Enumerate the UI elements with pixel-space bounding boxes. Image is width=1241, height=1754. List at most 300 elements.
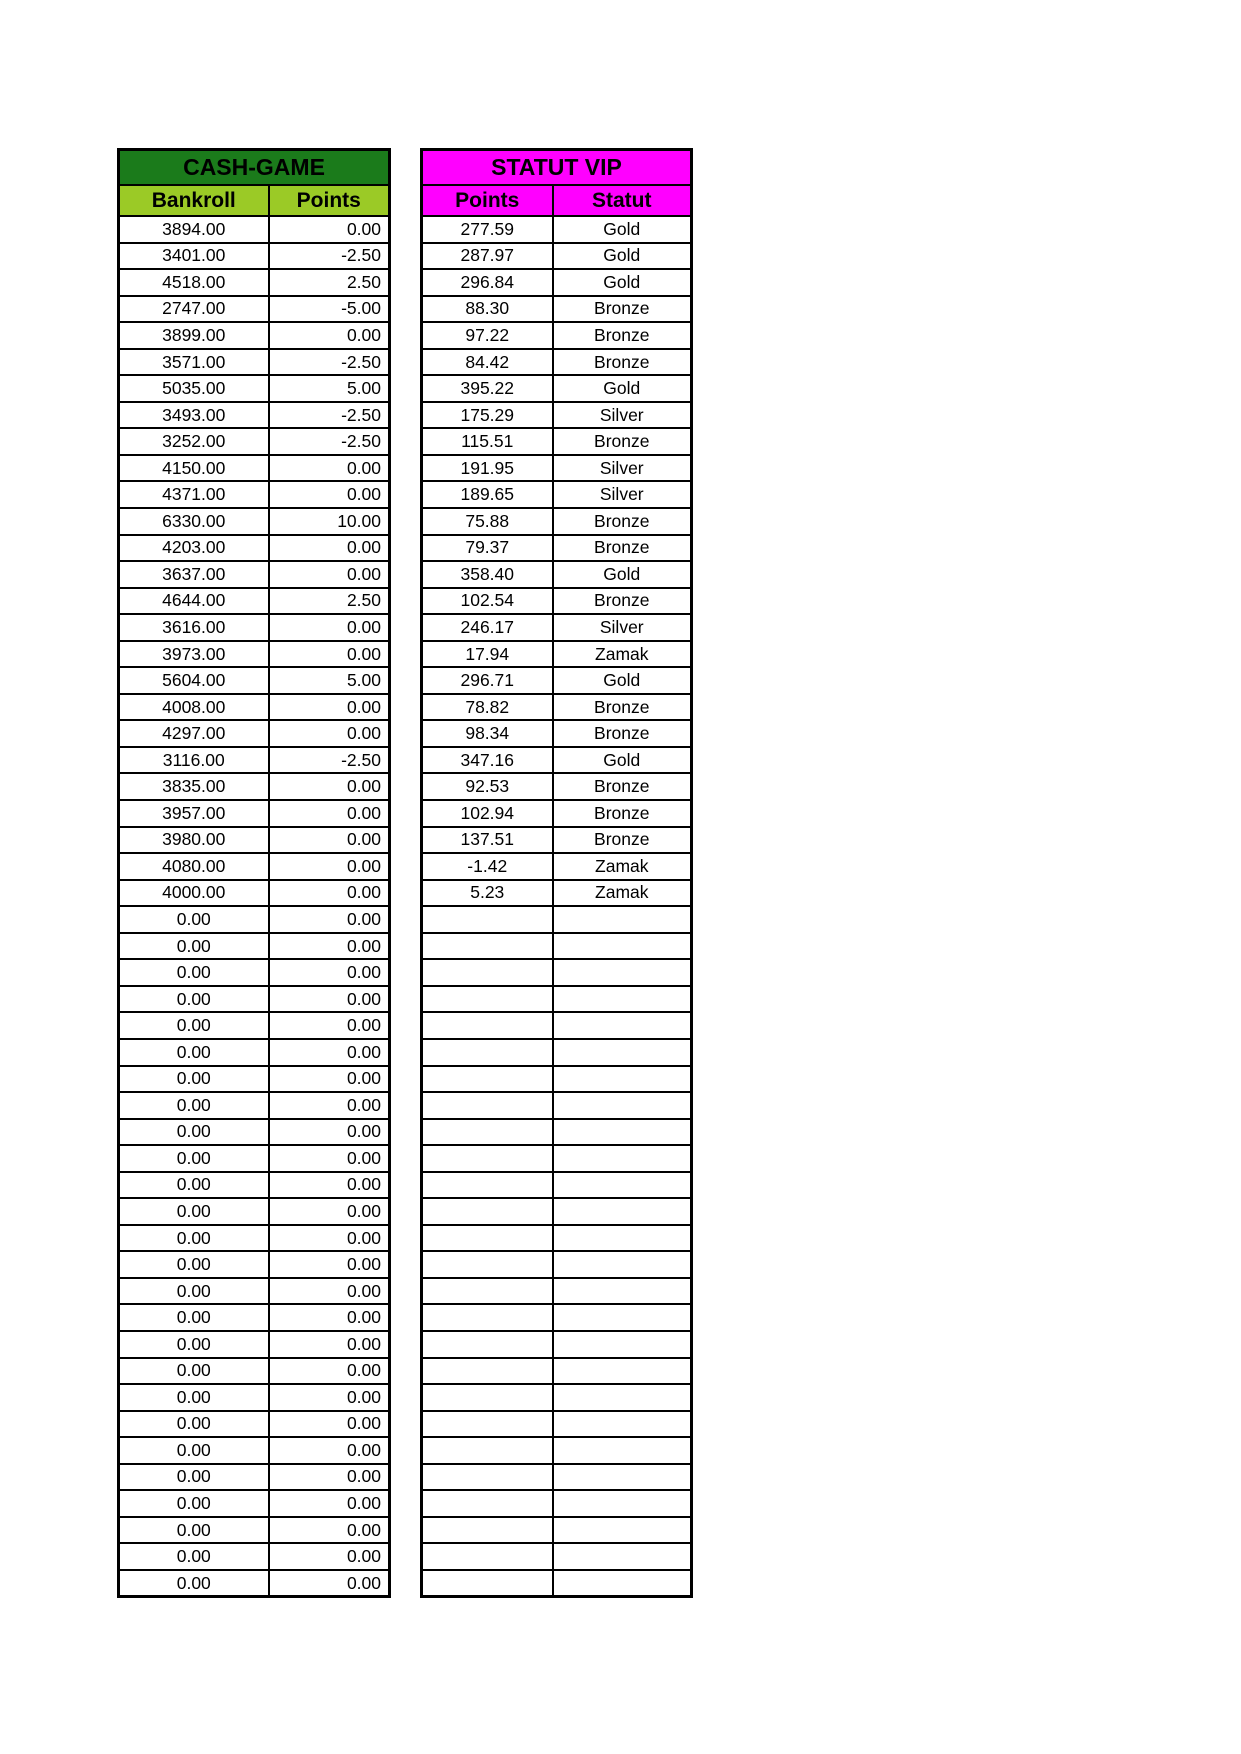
- table-row: [422, 322, 692, 349]
- points-cell: 191.95: [422, 455, 553, 482]
- bankroll-cell: 2747.00: [119, 296, 269, 323]
- points-cell: 78.82: [422, 694, 553, 721]
- bankroll-cell: 4000.00: [119, 880, 269, 907]
- cash-game-title-row: [119, 150, 390, 186]
- cash-game-title: CASH-GAME: [119, 150, 390, 186]
- statut-cell: Bronze: [553, 694, 692, 721]
- bankroll-cell: 0.00: [119, 1172, 269, 1199]
- table-row: [422, 1543, 692, 1570]
- table-row: [119, 986, 390, 1013]
- statut-cell: Gold: [553, 243, 692, 270]
- statut-cell: Bronze: [553, 827, 692, 854]
- points-cell: 0.00: [269, 1570, 390, 1597]
- bankroll-cell: 0.00: [119, 1198, 269, 1225]
- points-cell: 0.00: [269, 720, 390, 747]
- points-cell: [422, 1464, 553, 1491]
- table-row: [422, 1278, 692, 1305]
- table-row: [119, 1066, 390, 1093]
- points-cell: [422, 1039, 553, 1066]
- points-cell: 0.00: [269, 1198, 390, 1225]
- points-cell: [422, 1172, 553, 1199]
- table-row: [119, 1304, 390, 1331]
- bankroll-cell: 6330.00: [119, 508, 269, 535]
- table-row: [422, 1437, 692, 1464]
- points-cell: 137.51: [422, 827, 553, 854]
- points-cell: 0.00: [269, 986, 390, 1013]
- bankroll-cell: 0.00: [119, 1358, 269, 1385]
- points-cell: 246.17: [422, 614, 553, 641]
- points-cell: [422, 1198, 553, 1225]
- table-row: [119, 1517, 390, 1544]
- table-row: [119, 1092, 390, 1119]
- table-row: [119, 1411, 390, 1438]
- points-cell: 10.00: [269, 508, 390, 535]
- table-row: [422, 1012, 692, 1039]
- bankroll-cell: 3616.00: [119, 614, 269, 641]
- bankroll-cell: 0.00: [119, 1039, 269, 1066]
- points-cell: 0.00: [269, 694, 390, 721]
- table-row: [422, 1066, 692, 1093]
- points-cell: 0.00: [269, 1119, 390, 1146]
- statut-vip-col-statut: Statut: [553, 185, 692, 216]
- points-cell: 0.00: [269, 1251, 390, 1278]
- points-cell: 0.00: [269, 1304, 390, 1331]
- table-row: [422, 1198, 692, 1225]
- bankroll-cell: 0.00: [119, 1251, 269, 1278]
- bankroll-cell: 0.00: [119, 1225, 269, 1252]
- statut-cell: Bronze: [553, 720, 692, 747]
- table-row: [422, 773, 692, 800]
- table-row: [119, 1384, 390, 1411]
- table-row: [422, 1304, 692, 1331]
- statut-cell: Gold: [553, 269, 692, 296]
- points-cell: 2.50: [269, 588, 390, 615]
- statut-cell: [553, 1119, 692, 1146]
- points-cell: 0.00: [269, 1490, 390, 1517]
- points-cell: 2.50: [269, 269, 390, 296]
- points-cell: [422, 1384, 553, 1411]
- table-row: [119, 1251, 390, 1278]
- bankroll-cell: 3116.00: [119, 747, 269, 774]
- table-row: [422, 1119, 692, 1146]
- points-cell: 0.00: [269, 773, 390, 800]
- statut-cell: [553, 933, 692, 960]
- points-cell: -2.50: [269, 243, 390, 270]
- points-cell: 97.22: [422, 322, 553, 349]
- table-row: [422, 800, 692, 827]
- table-row: [422, 216, 692, 243]
- points-cell: [422, 1490, 553, 1517]
- table-row: [422, 641, 692, 668]
- bankroll-cell: 3401.00: [119, 243, 269, 270]
- points-cell: [422, 1092, 553, 1119]
- bankroll-cell: 0.00: [119, 1331, 269, 1358]
- statut-vip-header-row: [422, 185, 692, 216]
- points-cell: 0.00: [269, 959, 390, 986]
- points-cell: 102.94: [422, 800, 553, 827]
- table-row: [119, 959, 390, 986]
- bankroll-cell: 3899.00: [119, 322, 269, 349]
- bankroll-cell: 3894.00: [119, 216, 269, 243]
- points-cell: 0.00: [269, 561, 390, 588]
- table-row: [119, 216, 390, 243]
- table-row: [119, 667, 390, 694]
- points-cell: -2.50: [269, 402, 390, 429]
- table-row: [119, 694, 390, 721]
- points-cell: -5.00: [269, 296, 390, 323]
- table-row: [422, 1358, 692, 1385]
- table-row: [119, 428, 390, 455]
- bankroll-cell: 0.00: [119, 1464, 269, 1491]
- table-row: [422, 747, 692, 774]
- table-row: [119, 481, 390, 508]
- bankroll-cell: 0.00: [119, 1145, 269, 1172]
- table-row: [422, 1172, 692, 1199]
- table-row: [422, 1039, 692, 1066]
- table-row: [119, 322, 390, 349]
- points-cell: [422, 1570, 553, 1597]
- points-cell: [422, 1278, 553, 1305]
- table-row: [422, 959, 692, 986]
- points-cell: -1.42: [422, 853, 553, 880]
- statut-cell: Zamak: [553, 641, 692, 668]
- points-cell: 0.00: [269, 1092, 390, 1119]
- table-row: [422, 1225, 692, 1252]
- statut-cell: Silver: [553, 614, 692, 641]
- table-row: [422, 1490, 692, 1517]
- bankroll-cell: 4371.00: [119, 481, 269, 508]
- points-cell: 0.00: [269, 800, 390, 827]
- points-cell: 98.34: [422, 720, 553, 747]
- statut-cell: Zamak: [553, 880, 692, 907]
- statut-cell: Bronze: [553, 800, 692, 827]
- bankroll-cell: 3252.00: [119, 428, 269, 455]
- statut-cell: [553, 1172, 692, 1199]
- table-row: [119, 349, 390, 376]
- points-cell: [422, 986, 553, 1013]
- points-cell: 0.00: [269, 1145, 390, 1172]
- table-row: [119, 1464, 390, 1491]
- statut-vip-title-row: [422, 150, 692, 186]
- table-row: [422, 827, 692, 854]
- points-cell: 0.00: [269, 1039, 390, 1066]
- statut-cell: [553, 1092, 692, 1119]
- table-row: [119, 1570, 390, 1597]
- statut-cell: [553, 1490, 692, 1517]
- points-cell: 277.59: [422, 216, 553, 243]
- table-row: [119, 561, 390, 588]
- bankroll-cell: 0.00: [119, 1384, 269, 1411]
- table-row: [422, 535, 692, 562]
- points-cell: 347.16: [422, 747, 553, 774]
- points-cell: 92.53: [422, 773, 553, 800]
- points-cell: [422, 1012, 553, 1039]
- points-cell: 79.37: [422, 535, 553, 562]
- table-row: [422, 1517, 692, 1544]
- points-cell: [422, 1543, 553, 1570]
- points-cell: 0.00: [269, 641, 390, 668]
- table-row: [422, 428, 692, 455]
- bankroll-cell: 0.00: [119, 1411, 269, 1438]
- table-row: [422, 906, 692, 933]
- bankroll-cell: 3957.00: [119, 800, 269, 827]
- table-row: [119, 508, 390, 535]
- table-row: [119, 614, 390, 641]
- table-row: [422, 481, 692, 508]
- table-row: [119, 296, 390, 323]
- points-cell: [422, 1411, 553, 1438]
- table-row: [119, 269, 390, 296]
- points-cell: 88.30: [422, 296, 553, 323]
- statut-cell: [553, 1039, 692, 1066]
- statut-cell: Gold: [553, 747, 692, 774]
- table-row: [119, 1278, 390, 1305]
- points-cell: 0.00: [269, 853, 390, 880]
- points-cell: [422, 1304, 553, 1331]
- table-row: [422, 933, 692, 960]
- statut-cell: [553, 906, 692, 933]
- statut-cell: Bronze: [553, 296, 692, 323]
- points-cell: 0.00: [269, 1517, 390, 1544]
- cash-game-col-points: Points: [269, 185, 390, 216]
- statut-cell: Silver: [553, 481, 692, 508]
- bankroll-cell: 0.00: [119, 1304, 269, 1331]
- points-cell: 102.54: [422, 588, 553, 615]
- bankroll-cell: 3637.00: [119, 561, 269, 588]
- table-row: [119, 1543, 390, 1570]
- table-row: [119, 1358, 390, 1385]
- statut-cell: [553, 1384, 692, 1411]
- bankroll-cell: 4518.00: [119, 269, 269, 296]
- points-cell: 0.00: [269, 535, 390, 562]
- table-row: [119, 827, 390, 854]
- points-cell: 0.00: [269, 1225, 390, 1252]
- table-row: [119, 1172, 390, 1199]
- table-row: [422, 667, 692, 694]
- points-cell: 0.00: [269, 933, 390, 960]
- points-cell: 0.00: [269, 1331, 390, 1358]
- bankroll-cell: 0.00: [119, 1278, 269, 1305]
- statut-cell: [553, 1304, 692, 1331]
- bankroll-cell: 0.00: [119, 1570, 269, 1597]
- cash-game-col-bankroll: Bankroll: [119, 185, 269, 216]
- bankroll-cell: 3571.00: [119, 349, 269, 376]
- table-row: [119, 1225, 390, 1252]
- bankroll-cell: 0.00: [119, 986, 269, 1013]
- bankroll-cell: 0.00: [119, 1517, 269, 1544]
- points-cell: 5.00: [269, 667, 390, 694]
- statut-cell: Bronze: [553, 322, 692, 349]
- bankroll-cell: 0.00: [119, 1119, 269, 1146]
- statut-cell: Bronze: [553, 508, 692, 535]
- points-cell: 358.40: [422, 561, 553, 588]
- statut-cell: [553, 1358, 692, 1385]
- statut-cell: [553, 959, 692, 986]
- points-cell: [422, 1358, 553, 1385]
- points-cell: 0.00: [269, 1464, 390, 1491]
- points-cell: 0.00: [269, 322, 390, 349]
- bankroll-cell: 0.00: [119, 1012, 269, 1039]
- statut-cell: Bronze: [553, 588, 692, 615]
- table-row: [422, 1384, 692, 1411]
- table-row: [119, 1437, 390, 1464]
- bankroll-cell: 3973.00: [119, 641, 269, 668]
- table-row: [422, 561, 692, 588]
- cash-game-body: [119, 216, 390, 1597]
- statut-cell: [553, 1411, 692, 1438]
- bankroll-cell: 0.00: [119, 933, 269, 960]
- points-cell: 395.22: [422, 375, 553, 402]
- statut-cell: [553, 1570, 692, 1597]
- points-cell: [422, 959, 553, 986]
- statut-cell: [553, 1145, 692, 1172]
- points-cell: 115.51: [422, 428, 553, 455]
- table-row: [119, 800, 390, 827]
- table-row: [119, 375, 390, 402]
- points-cell: -2.50: [269, 428, 390, 455]
- points-cell: 0.00: [269, 614, 390, 641]
- points-cell: [422, 906, 553, 933]
- points-cell: 0.00: [269, 1543, 390, 1570]
- statut-cell: Silver: [553, 402, 692, 429]
- table-row: [422, 694, 692, 721]
- table-row: [422, 986, 692, 1013]
- points-cell: 296.84: [422, 269, 553, 296]
- points-cell: -2.50: [269, 747, 390, 774]
- points-cell: 5.00: [269, 375, 390, 402]
- points-cell: 0.00: [269, 906, 390, 933]
- points-cell: [422, 1251, 553, 1278]
- table-row: [422, 1464, 692, 1491]
- bankroll-cell: 0.00: [119, 1490, 269, 1517]
- statut-cell: Bronze: [553, 428, 692, 455]
- statut-cell: Gold: [553, 375, 692, 402]
- points-cell: 84.42: [422, 349, 553, 376]
- statut-cell: [553, 1251, 692, 1278]
- statut-cell: Gold: [553, 561, 692, 588]
- table-row: [422, 296, 692, 323]
- table-row: [422, 375, 692, 402]
- points-cell: 75.88: [422, 508, 553, 535]
- points-cell: 0.00: [269, 827, 390, 854]
- table-row: [422, 588, 692, 615]
- table-row: [119, 1012, 390, 1039]
- table-row: [119, 747, 390, 774]
- statut-vip-col-points: Points: [422, 185, 553, 216]
- statut-vip-body: [422, 216, 692, 1597]
- points-cell: [422, 1437, 553, 1464]
- statut-cell: [553, 1464, 692, 1491]
- table-row: [119, 906, 390, 933]
- statut-cell: [553, 1012, 692, 1039]
- table-row: [422, 1570, 692, 1597]
- statut-cell: Bronze: [553, 535, 692, 562]
- table-row: [119, 1119, 390, 1146]
- points-cell: 175.29: [422, 402, 553, 429]
- points-cell: -2.50: [269, 349, 390, 376]
- table-row: [119, 933, 390, 960]
- points-cell: 0.00: [269, 1437, 390, 1464]
- table-row: [119, 1039, 390, 1066]
- table-row: [119, 773, 390, 800]
- table-row: [119, 535, 390, 562]
- points-cell: [422, 1119, 553, 1146]
- bankroll-cell: 0.00: [119, 959, 269, 986]
- table-row: [119, 1145, 390, 1172]
- points-cell: 0.00: [269, 216, 390, 243]
- statut-cell: Bronze: [553, 349, 692, 376]
- table-row: [422, 614, 692, 641]
- points-cell: 5.23: [422, 880, 553, 907]
- points-cell: 17.94: [422, 641, 553, 668]
- table-row: [422, 349, 692, 376]
- points-cell: 0.00: [269, 1066, 390, 1093]
- bankroll-cell: 0.00: [119, 906, 269, 933]
- table-row: [119, 402, 390, 429]
- table-row: [119, 1198, 390, 1225]
- points-cell: [422, 1331, 553, 1358]
- table-row: [119, 243, 390, 270]
- bankroll-cell: 3493.00: [119, 402, 269, 429]
- table-row: [422, 720, 692, 747]
- table-row: [422, 1145, 692, 1172]
- points-cell: 287.97: [422, 243, 553, 270]
- points-cell: [422, 1145, 553, 1172]
- points-cell: 0.00: [269, 455, 390, 482]
- statut-cell: [553, 1517, 692, 1544]
- bankroll-cell: 0.00: [119, 1066, 269, 1093]
- bankroll-cell: 4150.00: [119, 455, 269, 482]
- bankroll-cell: 0.00: [119, 1092, 269, 1119]
- points-cell: 0.00: [269, 1278, 390, 1305]
- statut-cell: Bronze: [553, 773, 692, 800]
- bankroll-cell: 3980.00: [119, 827, 269, 854]
- table-row: [422, 269, 692, 296]
- bankroll-cell: 5604.00: [119, 667, 269, 694]
- points-cell: [422, 1225, 553, 1252]
- table-row: [119, 880, 390, 907]
- table-row: [422, 1251, 692, 1278]
- points-cell: [422, 933, 553, 960]
- bankroll-cell: 4008.00: [119, 694, 269, 721]
- statut-cell: [553, 1198, 692, 1225]
- points-cell: 0.00: [269, 1358, 390, 1385]
- bankroll-cell: 4297.00: [119, 720, 269, 747]
- table-row: [119, 641, 390, 668]
- statut-vip-table: [420, 148, 693, 1598]
- table-row: [422, 243, 692, 270]
- points-cell: [422, 1517, 553, 1544]
- statut-cell: Gold: [553, 216, 692, 243]
- statut-cell: [553, 1278, 692, 1305]
- table-row: [422, 853, 692, 880]
- bankroll-cell: 0.00: [119, 1437, 269, 1464]
- statut-cell: [553, 1331, 692, 1358]
- table-row: [422, 1411, 692, 1438]
- statut-cell: Silver: [553, 455, 692, 482]
- statut-cell: Zamak: [553, 853, 692, 880]
- statut-cell: [553, 1066, 692, 1093]
- bankroll-cell: 0.00: [119, 1543, 269, 1570]
- points-cell: 0.00: [269, 880, 390, 907]
- statut-vip-title: STATUT VIP: [422, 150, 692, 186]
- cash-game-table: [117, 148, 391, 1598]
- points-cell: [422, 1066, 553, 1093]
- cash-game-header-row: [119, 185, 390, 216]
- bankroll-cell: 3835.00: [119, 773, 269, 800]
- bankroll-cell: 4203.00: [119, 535, 269, 562]
- table-row: [119, 1490, 390, 1517]
